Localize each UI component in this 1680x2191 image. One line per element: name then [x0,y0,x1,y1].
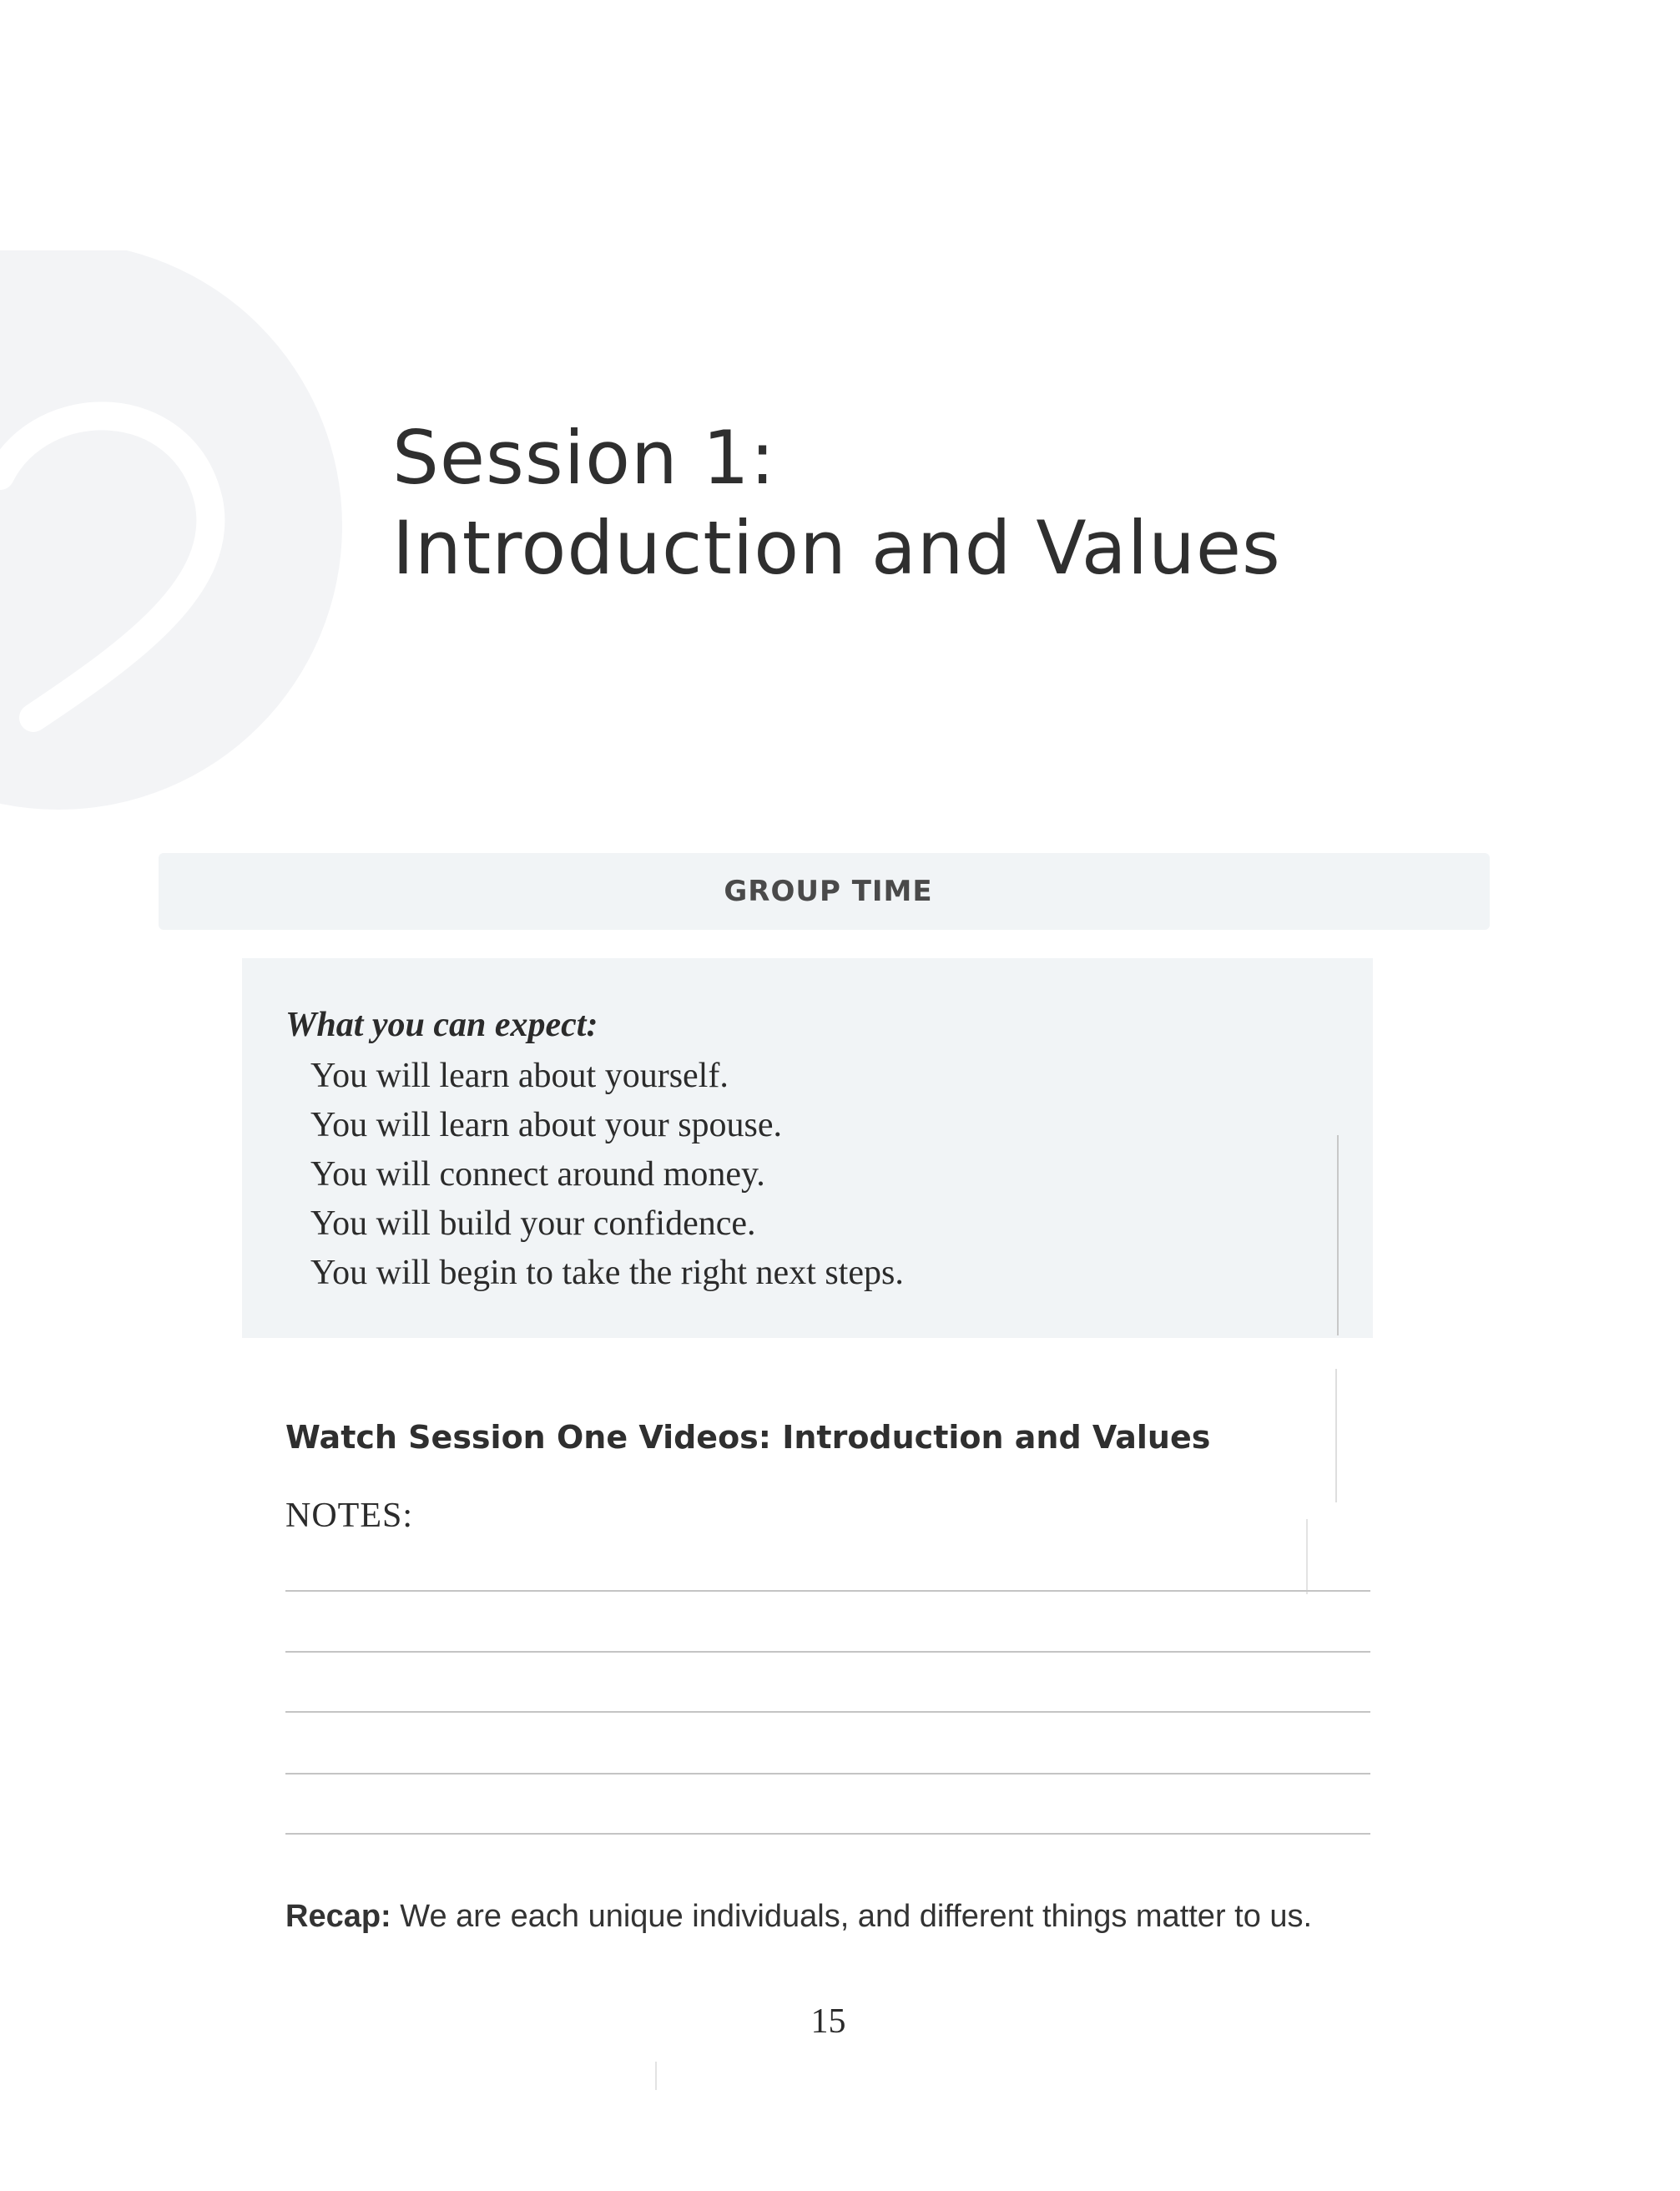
heart-watermark-icon [0,250,351,835]
notes-line[interactable] [285,1711,1370,1713]
notes-line[interactable] [285,1651,1370,1653]
expectations-list [310,1052,904,1298]
group-time-label: GROUP TIME [724,875,933,908]
scan-artifact-line [1306,1519,1308,1594]
scan-artifact-line [1335,1369,1337,1502]
recap-label: Recap: [285,1899,391,1934]
session-title-line-1: Session 1: [392,415,776,501]
expectation-item: You will learn about yourself. [310,1057,729,1095]
scan-artifact-line [1337,1135,1339,1335]
expectation-item: You will connect around money. [310,1155,765,1194]
notes-line[interactable] [285,1773,1370,1775]
expectations-heading: What you can expect: [285,1006,598,1044]
expectation-item: You will build your confidence. [310,1204,756,1243]
notes-line[interactable] [285,1590,1370,1592]
page-number: 15 [810,2002,846,2041]
scan-artifact-line [655,2062,657,2090]
videos-heading: Watch Session One Videos: Introduction and Values [285,1419,1211,1456]
expectation-item: You will begin to take the right next steps. [310,1254,904,1292]
recap-body: We are each unique individuals, and different things matter to us. [391,1899,1313,1934]
notes-line[interactable] [285,1833,1370,1835]
session-title [392,413,1281,593]
session-title-line-2: Introduction and Values [392,505,1281,591]
notes-label: NOTES: [285,1497,413,1535]
expectation-item: You will learn about your spouse. [310,1106,783,1144]
recap-text [285,1899,1312,1935]
